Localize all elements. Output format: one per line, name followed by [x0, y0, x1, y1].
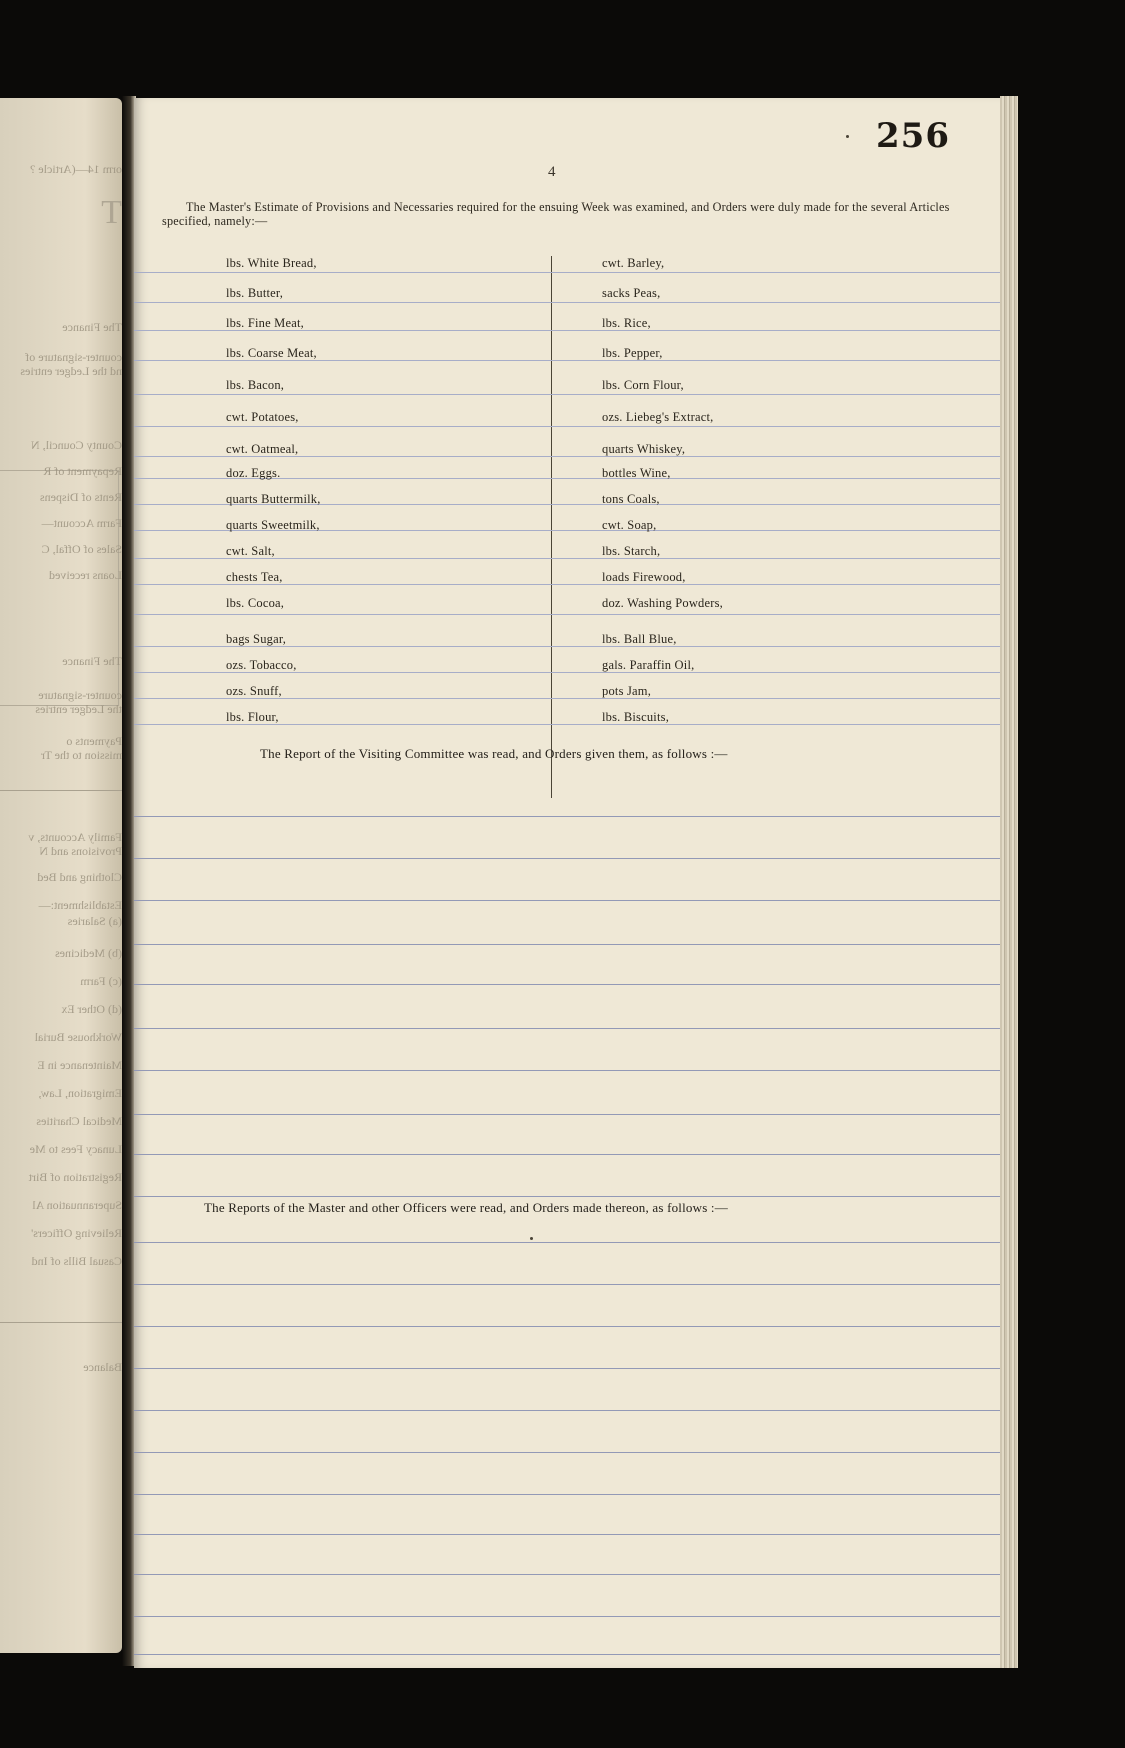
provision-item: cwt. Oatmeal,	[226, 442, 299, 456]
provision-item: tons Coals,	[602, 492, 660, 506]
provision-item: doz. Eggs.	[226, 466, 281, 480]
previous-page	[0, 98, 122, 1653]
show-through-text: Payments o	[66, 734, 122, 748]
provision-item: quarts Whiskey,	[602, 442, 686, 456]
show-through-box	[0, 470, 119, 706]
ruled-line	[134, 1028, 1014, 1029]
ruled-line	[134, 272, 1014, 273]
visiting-committee-heading: The Report of the Visiting Committee was read, and Orders given them, as follows :—	[260, 746, 728, 761]
ruled-line	[134, 1196, 1014, 1197]
show-through-text: (c) Farm	[80, 974, 122, 988]
show-through-text: (d) Other Ex	[61, 1002, 122, 1016]
show-through-text: Registration of Birt	[28, 1170, 122, 1184]
column-divider	[551, 256, 552, 798]
provision-item: lbs. Bacon,	[226, 378, 285, 392]
show-through-text: Workhouse Burial	[34, 1030, 122, 1044]
show-through-text: Sales of Offal, C	[41, 542, 122, 556]
provision-item: lbs. Corn Flour,	[602, 378, 684, 392]
provision-item: lbs. Butter,	[226, 286, 284, 300]
ruled-line	[134, 1574, 1014, 1575]
show-through-text: the Ledger entries	[35, 702, 122, 716]
show-through-text: The Finance	[62, 654, 122, 668]
provision-item: lbs. Starch,	[602, 544, 661, 558]
ruled-line	[134, 1616, 1014, 1617]
ruled-line	[134, 302, 1014, 303]
ruled-line	[134, 984, 1014, 985]
ink-speck	[846, 135, 849, 138]
show-through-text: Emigration, Law,	[38, 1086, 122, 1100]
provisions-intro	[162, 200, 992, 228]
show-through-text: Provisions and N	[39, 844, 122, 858]
show-through-text: Farm Account—	[41, 516, 122, 530]
page-number: 4	[548, 164, 556, 180]
show-through-text: County Council, N	[30, 438, 122, 452]
show-through-text: Casual Bills of Ind	[31, 1254, 122, 1268]
provision-item: cwt. Salt,	[226, 544, 275, 558]
provision-item: quarts Buttermilk,	[226, 492, 321, 506]
ruled-line	[134, 1114, 1014, 1115]
provision-item: chests Tea,	[226, 570, 283, 584]
provision-item: sacks Peas,	[602, 286, 661, 300]
provision-item: lbs. Rice,	[602, 316, 651, 330]
ruled-line	[134, 944, 1014, 945]
provision-item: lbs. Coarse Meat,	[226, 346, 317, 360]
provision-item: quarts Sweetmilk,	[226, 518, 320, 532]
provision-item: lbs. Flour,	[226, 710, 279, 724]
provision-item: doz. Washing Powders,	[602, 596, 724, 610]
show-through-text: Balance	[83, 1360, 122, 1374]
show-through-text: nd the Ledger entries	[20, 364, 122, 378]
provision-item: lbs. Pepper,	[602, 346, 663, 360]
ruled-line	[134, 1154, 1014, 1155]
page-edges	[1000, 96, 1018, 1668]
provision-item: lbs. Fine Meat,	[226, 316, 304, 330]
ruled-line	[134, 1534, 1014, 1535]
provision-item: lbs. Biscuits,	[602, 710, 670, 724]
folio-number: 256	[876, 116, 950, 156]
show-through-initial: T	[101, 194, 122, 231]
ruled-line	[134, 1070, 1014, 1071]
ledger-page	[134, 98, 1014, 1668]
ruled-line	[134, 1452, 1014, 1453]
provision-item: ozs. Liebeg's Extract,	[602, 410, 714, 424]
show-through-text: counter-signature of	[25, 350, 122, 364]
show-through-text: orm 14—(Article ?	[30, 162, 122, 176]
provision-item: ozs. Tobacco,	[226, 658, 297, 672]
provision-item: gals. Paraffin Oil,	[602, 658, 695, 672]
provision-item: cwt. Potatoes,	[226, 410, 299, 424]
show-through-text: Clothing and Bed	[37, 870, 122, 884]
ruled-line	[134, 1410, 1014, 1411]
show-through-text: mission to the Tr	[40, 748, 122, 762]
provision-item: bags Sugar,	[226, 632, 287, 646]
show-through-text: Lunacy Fees to Me	[29, 1142, 122, 1156]
show-through-text: Superannuation Al	[32, 1198, 122, 1212]
show-through-text: Rents of Dispens	[40, 490, 122, 504]
ruled-line	[134, 1242, 1014, 1243]
show-through-text: Loans received	[49, 568, 122, 582]
show-through-text: Maintenance in E	[37, 1058, 122, 1072]
show-through-text: Family Accounts, v	[28, 830, 122, 844]
master-reports-heading: The Reports of the Master and other Officers were read, and Orders made thereon, as follows :—	[204, 1200, 728, 1215]
ruled-line	[134, 614, 1014, 615]
show-through-text: Medical Charities	[36, 1114, 122, 1128]
provision-item: pots Jam,	[602, 684, 652, 698]
show-through-text: Repayment of R	[43, 464, 122, 478]
ruled-line	[134, 816, 1014, 817]
show-through-text: Relieving Officers'	[31, 1226, 122, 1240]
ruled-line	[134, 394, 1014, 395]
ink-speck	[530, 1237, 533, 1240]
provision-item: ozs. Snuff,	[226, 684, 282, 698]
show-through-text: (a) Salaries	[67, 914, 122, 928]
ruled-line	[134, 858, 1014, 859]
ruled-line	[134, 1284, 1014, 1285]
ruled-line	[134, 1494, 1014, 1495]
ruled-line	[134, 1326, 1014, 1327]
provision-item: loads Firewood,	[602, 570, 686, 584]
provision-item: lbs. Ball Blue,	[602, 632, 677, 646]
intro-text: The Master's Estimate of Provisions and Necessaries required for the ensuing Week was examined, and Orders were duly made for the several Articles specified, namely:—	[162, 200, 950, 228]
ruled-line	[134, 426, 1014, 427]
provision-item: cwt. Barley,	[602, 256, 665, 270]
ruled-line	[134, 1654, 1014, 1655]
show-through-text: (b) Medicines	[55, 946, 122, 960]
show-through-text: counter-signature	[38, 688, 122, 702]
provision-item: lbs. White Bread,	[226, 256, 317, 270]
ruled-line	[134, 1368, 1014, 1369]
show-through-text: The Finance	[62, 320, 122, 334]
ruled-line	[134, 900, 1014, 901]
provision-item: cwt. Soap,	[602, 518, 657, 532]
provision-item: bottles Wine,	[602, 466, 671, 480]
show-through-text: Establishment:—	[38, 898, 122, 912]
provision-item: lbs. Cocoa,	[226, 596, 285, 610]
